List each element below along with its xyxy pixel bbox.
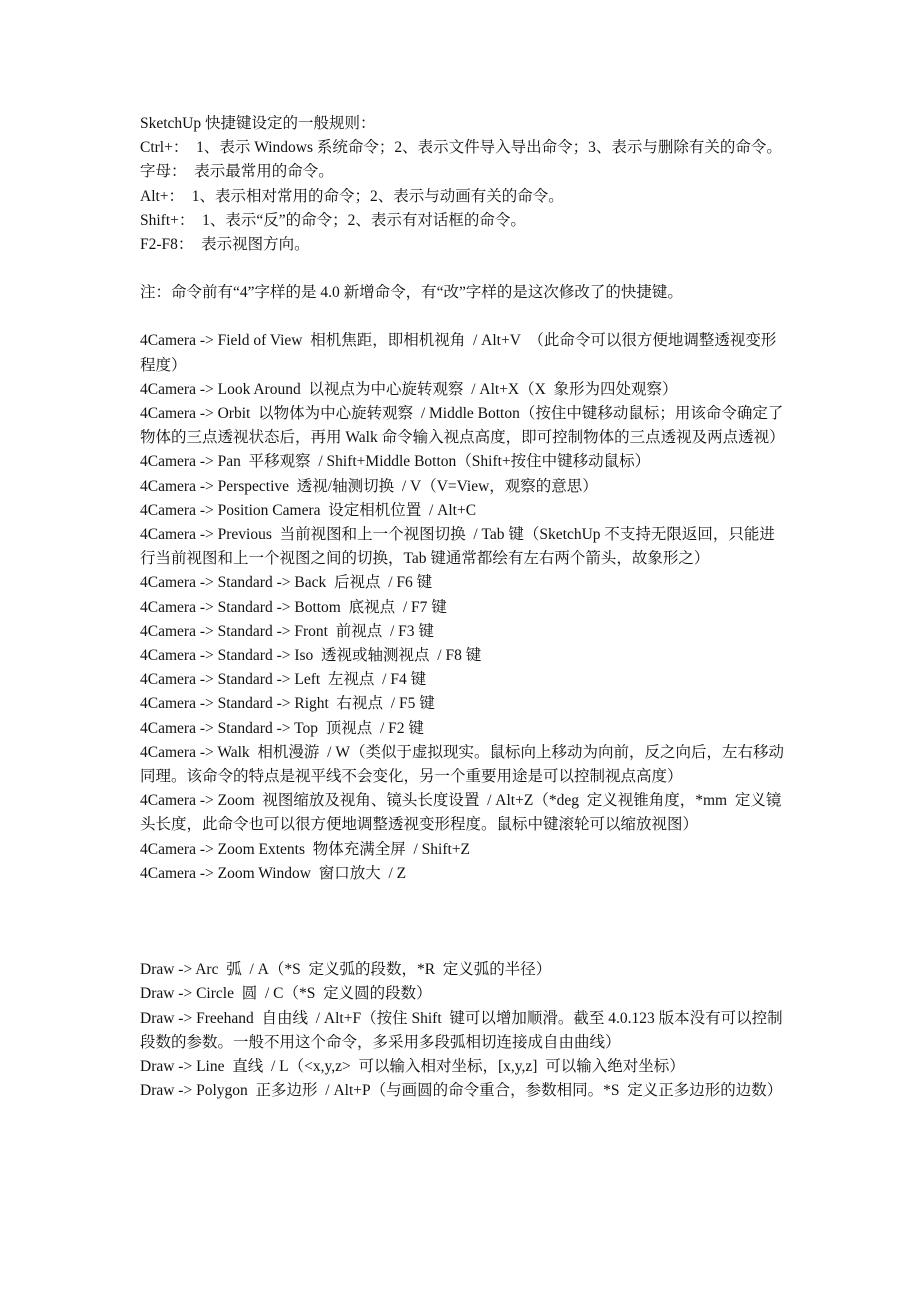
camera-entry: 4Camera -> Orbit 以物体为中心旋转观察 / Middle Botton（按住中键移动鼠标；用该命令确定了物体的三点透视状态后，再用 Walk 命令输入视点高度，即可控制物体的三点透视及两点透视） <box>140 405 785 447</box>
rule-ctrl: Ctrl+： 1、表示 Windows 系统命令；2、表示文件导入导出命令；3、表示与删除有关的命令。 <box>140 139 782 157</box>
camera-entry: 4Camera -> Walk 相机漫游 / W（类似于虚拟现实。鼠标向上移动为向前，反之向后，左右移动同理。该命令的特点是视平线不会变化，另一个重要用途是可以控制视点高度） <box>140 743 784 786</box>
rule-fkeys: F2-F8： 表示视图方向。 <box>140 236 310 254</box>
spacer <box>140 257 784 281</box>
spacer <box>140 305 784 329</box>
draw-section <box>140 958 784 1103</box>
camera-entry: 4Camera -> Zoom Window 窗口放大 / Z <box>140 864 407 882</box>
document-body <box>140 112 784 1103</box>
camera-entry: 4Camera -> Standard -> Left 左视点 / F4 键 <box>140 671 427 689</box>
spacer <box>140 886 784 958</box>
intro-title: SketchUp 快捷键设定的一般规则： <box>140 115 376 132</box>
camera-entry: 4Camera -> Standard -> Iso 透视或轴测视点 / F8 键 <box>140 647 482 665</box>
draw-entry: Draw -> Freehand 自由线 / Alt+F（按住 Shift 键可以增加顺滑。截至 4.0.123 版本没有可以控制段数的参数。一般不用这个命令，多采用多段弧相切连接成自由曲线） <box>140 1009 783 1051</box>
camera-entry: 4Camera -> Position Camera 设定相机位置 / Alt+C <box>140 501 477 519</box>
camera-entry: 4Camera -> Field of View 相机焦距，即相机视角 / Alt+V （此命令可以很方便地调整透视变形程度） <box>140 332 777 374</box>
camera-entry: 4Camera -> Pan 平移观察 / Shift+Middle Botton（Shift+按住中键移动鼠标） <box>140 453 651 471</box>
camera-entry: 4Camera -> Standard -> Front 前视点 / F3 键 <box>140 622 434 640</box>
rule-alt: Alt+： 1、表示相对常用的命令；2、表示与动画有关的命令。 <box>140 187 564 205</box>
camera-entry: 4Camera -> Standard -> Top 顶视点 / F2 键 <box>140 719 424 737</box>
camera-entry: 4Camera -> Standard -> Right 右视点 / F5 键 <box>140 695 435 713</box>
draw-entry: Draw -> Arc 弧 / A（*S 定义弧的段数，*R 定义弧的半径） <box>140 961 552 979</box>
draw-entry: Draw -> Circle 圆 / C（*S 定义圆的段数） <box>140 985 432 1003</box>
intro-note: 注：命令前有“4”字样的是 4.0 新增命令，有“改”字样的是这次修改了的快捷键。 <box>140 284 683 302</box>
draw-entry: Draw -> Polygon 正多边形 / Alt+P（与画圆的命令重合，参数相同。*S 定义正多边形的边数） <box>140 1082 783 1100</box>
camera-entry: 4Camera -> Zoom 视图缩放及视角、镜头长度设置 / Alt+Z（*deg 定义视锥角度，*mm 定义镜头长度，此命令也可以很方便地调整透视变形程度。鼠标中键滚轮可以缩放视图） <box>140 792 782 834</box>
camera-entry: 4Camera -> Look Around 以视点为中心旋转观察 / Alt+X（X 象形为四处观察） <box>140 380 678 398</box>
draw-entry: Draw -> Line 直线 / L（<x,y,z> 可以输入相对坐标，[x,y,z] 可以输入绝对坐标） <box>140 1057 685 1075</box>
camera-entry: 4Camera -> Standard -> Bottom 底视点 / F7 键 <box>140 598 447 616</box>
camera-entry: 4Camera -> Previous 当前视图和上一个视图切换 / Tab 键（SketchUp 不支持无限返回，只能进行当前视图和上一个视图之间的切换，Tab 键通常都绘有左右两个箭头，故象形之） <box>140 526 775 568</box>
rule-shift: Shift+： 1、表示“反”的命令；2、表示有对话框的命令。 <box>140 211 526 229</box>
camera-entry: 4Camera -> Standard -> Back 后视点 / F6 键 <box>140 574 433 592</box>
rule-letters: 字母： 表示最常用的命令。 <box>140 163 334 181</box>
camera-section <box>140 329 784 886</box>
camera-entry: 4Camera -> Perspective 透视/轴测切换 / V（V=View，观察的意思） <box>140 477 598 495</box>
camera-entry: 4Camera -> Zoom Extents 物体充满全屏 / Shift+Z <box>140 840 471 858</box>
